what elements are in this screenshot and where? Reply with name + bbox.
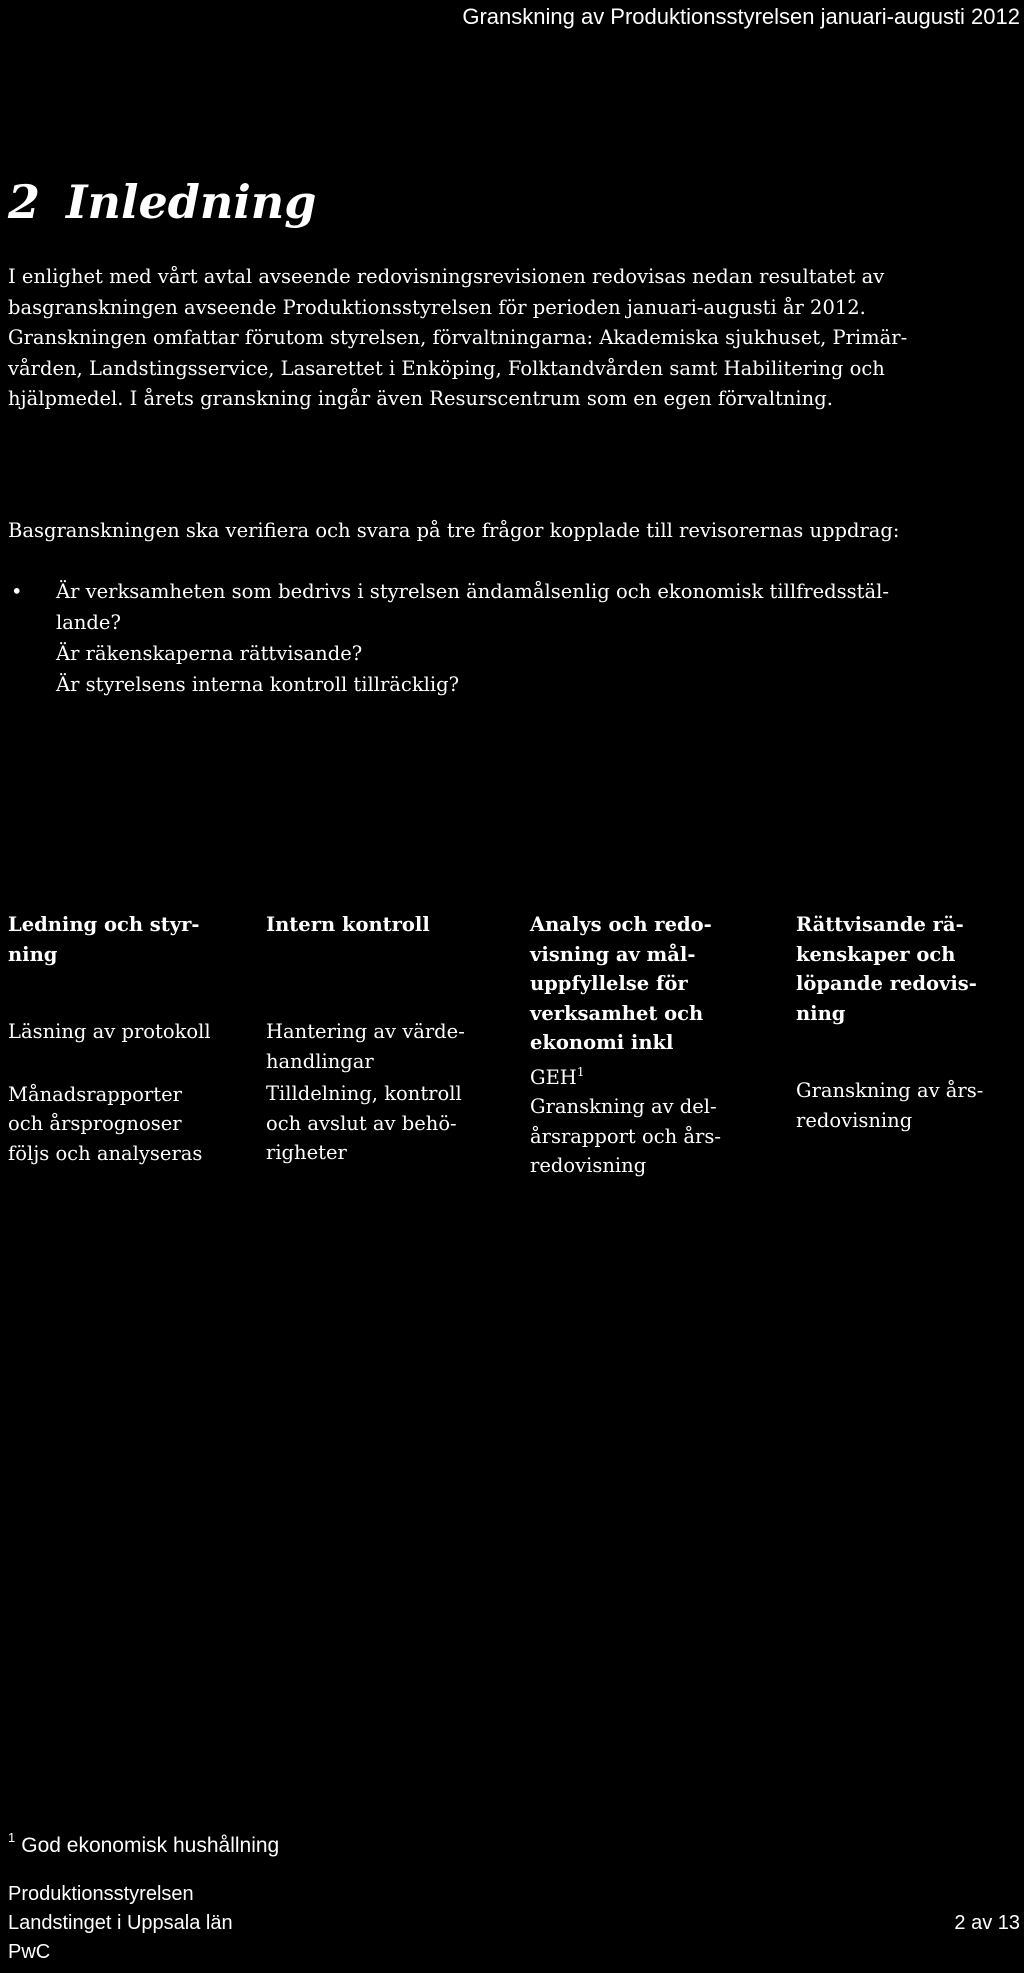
question-line: Är räkenskaperna rättvisande? — [56, 642, 363, 665]
footer-line: PwC — [8, 1941, 51, 1963]
cell-line: följs och analyseras — [8, 1141, 203, 1165]
cell-line: Granskning av års- — [796, 1079, 984, 1102]
column-cell — [8, 1017, 248, 1047]
cell-line: righeter — [266, 1141, 347, 1164]
column-heading — [8, 910, 248, 969]
question-line: Är styrelsens interna kontroll tillräcklig? — [56, 673, 460, 696]
heading-line: uppfyllelse för — [530, 972, 688, 995]
question-item — [8, 576, 1008, 638]
heading-spacer — [266, 940, 506, 970]
question-line: lande? — [56, 611, 121, 634]
chapter-title: Inledning — [66, 175, 317, 229]
page-footer — [8, 1880, 233, 1967]
questions-list — [8, 576, 1008, 700]
cell-line: och avslut av behö- — [266, 1111, 457, 1135]
questions-lead: Basgranskningen ska verifiera och svara på tre frågor kopplade till revisorernas uppdrag: — [8, 519, 900, 542]
heading-line: löpande redovis- — [796, 972, 977, 995]
footer-line: Landstinget i Uppsala län — [8, 1912, 233, 1934]
heading-line: Ledning och styr- — [8, 913, 200, 936]
column-cell — [796, 1076, 1024, 1135]
cell-line: redovisning — [530, 1154, 647, 1177]
cell-line: årsrapport och års- — [530, 1124, 721, 1148]
cell-line: handlingar — [266, 1049, 374, 1073]
cell-line: Hantering av värde- — [266, 1020, 465, 1043]
footer-line: Produktionsstyrelsen — [8, 1883, 194, 1905]
heading-line: Rättvisande rä- — [796, 913, 964, 936]
intro-line: basgranskningen avseende Produktionsstyrelsen för perioden januari-augusti år 2012. — [8, 295, 866, 319]
heading-line: Analys och redo- — [530, 913, 712, 936]
column-cell — [266, 1079, 506, 1168]
table-column-ledning — [8, 910, 248, 1168]
intro-line: Granskningen omfattar förutom styrelsen, förvaltningarna: Akademiska sjukhuset, Primär- — [8, 326, 908, 349]
cell-line: Tilldelning, kontroll — [266, 1082, 462, 1105]
intro-line: hjälpmedel. I årets granskning ingår även Resurscentrum som en egen förvaltning. — [8, 387, 833, 410]
heading-line — [530, 1058, 770, 1093]
heading-line: ning — [796, 1001, 846, 1025]
question-item — [8, 669, 1008, 700]
table-column-analys — [530, 910, 770, 1181]
cell-line: Månadsrapporter — [8, 1082, 182, 1106]
running-header: Granskning av Produktionsstyrelsen januari-augusti 2012 — [462, 4, 1020, 29]
table-column-intern-kontroll — [266, 910, 506, 1168]
heading-line: Intern kontroll — [266, 913, 430, 936]
question-line: Är verksamheten som bedrivs i styrelsen ändamålsenlig och ekonomisk tillfredsstäl- — [56, 580, 889, 603]
column-heading — [266, 910, 506, 969]
heading-line-geh: GEH — [530, 1065, 577, 1089]
cell-line: och årsprognoser — [8, 1112, 182, 1135]
column-heading — [796, 910, 1024, 1028]
chapter-heading — [8, 172, 316, 232]
table-column-rattvisande — [796, 910, 1024, 1135]
heading-line: verksamhet och — [530, 1001, 704, 1025]
heading-line: ekonomi inkl — [530, 1031, 674, 1054]
intro-line: I enlighet med vårt avtal avseende redovisningsrevisionen redovisas nedan resultatet av — [8, 265, 885, 288]
column-cell — [266, 1017, 506, 1076]
chapter-number: 2 — [8, 175, 41, 229]
cell-line: Läsning av protokoll — [8, 1020, 211, 1043]
column-heading — [530, 910, 770, 1092]
heading-line: kenskaper och — [796, 942, 956, 966]
page-number: 2 av 13 — [954, 1912, 1020, 1934]
heading-line: visning av mål- — [530, 942, 696, 966]
footnote-ref: 1 — [576, 1064, 585, 1079]
intro-paragraph — [8, 262, 1008, 415]
heading-line: ning — [8, 942, 58, 966]
column-cell — [530, 1092, 770, 1181]
bullet-icon: • — [11, 580, 23, 603]
footnote — [8, 1830, 279, 1858]
question-item — [8, 638, 1008, 669]
column-cell — [8, 1080, 248, 1169]
cell-line: redovisning — [796, 1108, 913, 1132]
footnote-marker: 1 — [8, 1830, 16, 1845]
intro-line: vården, Landstingsservice, Lasarettet i Enköping, Folktandvården samt Habilitering och — [8, 356, 885, 380]
footnote-text: God ekonomisk hushållning — [21, 1834, 280, 1857]
cell-line: Granskning av del- — [530, 1095, 717, 1118]
